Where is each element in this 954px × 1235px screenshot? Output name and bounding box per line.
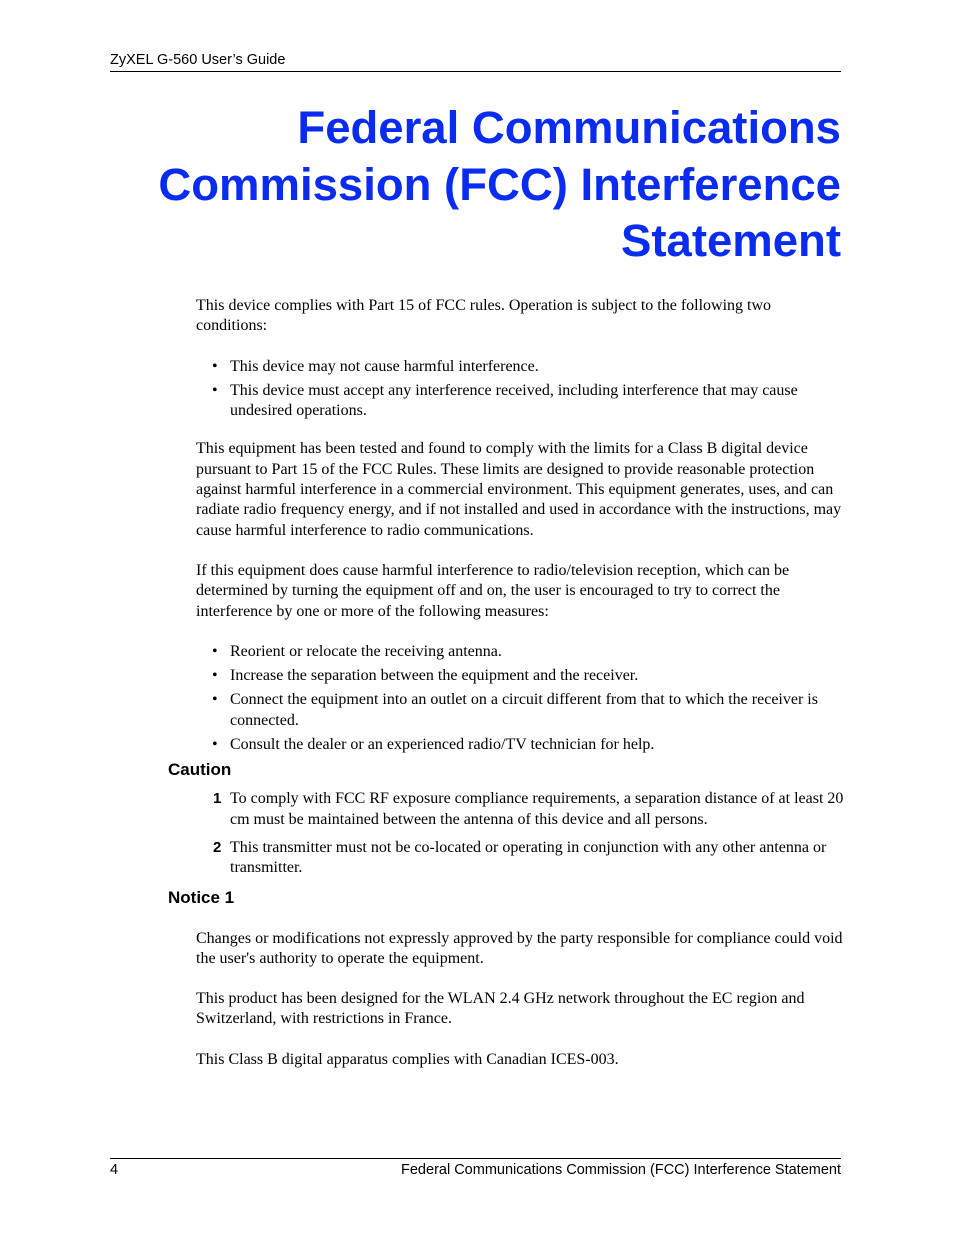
header-rule bbox=[110, 71, 841, 72]
footer-rule bbox=[110, 1158, 841, 1159]
bullet-icon: • bbox=[212, 691, 218, 709]
list-item: 2 This transmitter must not be co-located or operating in conjunction with any other antenna or transmitter. bbox=[213, 838, 827, 877]
notice-paragraph-2: This product has been designed for the WLAN 2.4 GHz network throughout the EC region and Switzerland, with restrictions in France. bbox=[196, 990, 805, 1028]
footer-section-title: Federal Communications Commission (FCC) Interference Statement bbox=[401, 1162, 841, 1178]
interference-paragraph: If this equipment does cause harmful interference to radio/television reception, which can be determined by turning the equipment off and on, the user is encouraged to try to correct the interference by one or more of the following measures: bbox=[196, 561, 790, 620]
measures-list bbox=[196, 642, 846, 755]
notice-paragraph-3: This Class B digital apparatus complies with Canadian ICES-003. bbox=[196, 1050, 619, 1068]
chapter-title-line-2: Commission (FCC) Interference bbox=[158, 158, 841, 210]
caution-heading: Caution bbox=[168, 760, 232, 780]
bullet-icon: • bbox=[212, 381, 218, 399]
list-item: • This device may not cause harmful interference. bbox=[196, 357, 846, 377]
bullet-icon: • bbox=[212, 642, 218, 660]
header-guide-title: ZyXEL G-560 User’s Guide bbox=[110, 52, 286, 68]
notice-paragraph-1: Changes or modifications not expressly approved by the party responsible for compliance could void the user's authority to operate the equipment. bbox=[196, 929, 843, 967]
footer-page-number: 4 bbox=[110, 1162, 119, 1178]
bullet-icon: • bbox=[212, 736, 218, 754]
list-item: • This device must accept any interference received, including interference that may cause undesired operations. bbox=[212, 381, 798, 420]
intro-paragraph: This device complies with Part 15 of FCC rules. Operation is subject to the following two conditions: bbox=[196, 297, 772, 335]
conditions-list bbox=[196, 357, 846, 422]
list-item: • Reorient or relocate the receiving antenna. bbox=[196, 642, 846, 662]
list-item: • Consult the dealer or an experienced radio/TV technician for help. bbox=[196, 735, 846, 755]
chapter-title bbox=[110, 100, 841, 270]
chapter-title-line-3: Statement bbox=[621, 215, 841, 266]
document-body bbox=[168, 296, 846, 1070]
chapter-title-line-1: Federal Communications bbox=[297, 102, 841, 153]
list-item: • Increase the separation between the equipment and the receiver. bbox=[196, 666, 846, 686]
list-item: • Connect the equipment into an outlet on a circuit different from that to which the receiver is connected. bbox=[212, 691, 818, 729]
tested-paragraph: This equipment has been tested and found to comply with the limits for a Class B digital device pursuant to Part 15 of the FCC Rules. These limits are designed to provide reasonable protection against harmful interference in a commercial environment. This equipment generates, uses, and can radiate radio frequency energy, and if not installed and used in accordance with the instructions, may cause harmful interference to radio communications. bbox=[196, 440, 842, 539]
caution-list bbox=[196, 789, 846, 878]
notice-heading: Notice 1 bbox=[168, 887, 235, 907]
list-item: 1 To comply with FCC RF exposure compliance requirements, a separation distance of at least 20 cm must be maintained between the antenna of this device and all persons. bbox=[213, 790, 844, 828]
bullet-icon: • bbox=[212, 357, 218, 375]
bullet-icon: • bbox=[212, 667, 218, 685]
